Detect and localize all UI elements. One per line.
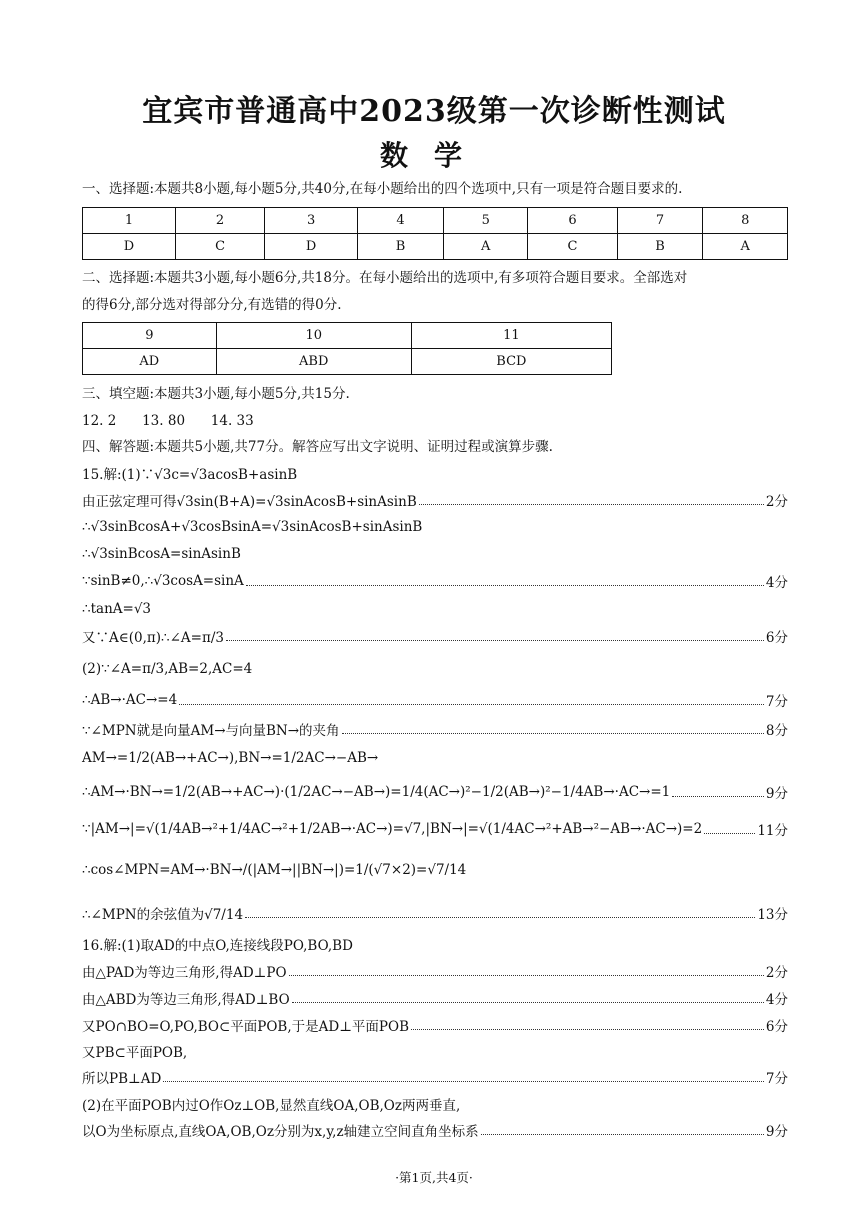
solution-line (82, 779, 788, 805)
score-mark: 9分 (765, 1124, 788, 1140)
solution-text: 由△PAD为等边三角形,得AD⊥PO (82, 965, 287, 981)
solution-line (82, 656, 788, 682)
table-cell: 9 (83, 323, 217, 349)
solution-text: 由正弦定理可得√3sin(B+A)=√3sinAcosB+sinAsinB (82, 494, 417, 510)
solution-text: ∴AM→·BN→=1/2(AB→+AC→)·(1/2AC→−AB→)=1/4(AC→)²−1/2(AB→)²−1/4AB→·AC→=1 (82, 784, 671, 800)
solution-text: ∵|AM→|=√(1/4AB→²+1/4AC→²+1/2AB→·AC→)=√7,|BN→|=√(1/4AC→²+AB→²−AB→·AC→)=2 (82, 821, 703, 837)
score-mark: 2分 (765, 494, 788, 510)
solution-text: ∵∠MPN就是向量AM→与向量BN→的夹角 (82, 723, 340, 739)
solution-text: 又PB⊂平面POB, (82, 1045, 188, 1061)
section-2-heading-cont: 的得6分,部分选对得部分分,有选错的得0分. (82, 297, 342, 313)
dot-leader (163, 1081, 764, 1082)
table-cell: ABD (216, 349, 411, 375)
solution-text: ∴cos∠MPN=AM→·BN→/(|AM→||BN→|)=1/(√7×2)=√7/14 (82, 862, 467, 878)
solution-line (82, 623, 788, 649)
solution-text: ∴∠MPN的余弦值为√7/14 (82, 907, 244, 923)
score-mark: 4分 (765, 575, 788, 591)
answer-table-2 (82, 322, 612, 375)
solution-line (82, 857, 788, 883)
solution-text: 以O为坐标原点,直线OA,OB,Oz分别为x,y,z轴建立空间直角坐标系 (82, 1124, 479, 1140)
solution-line (82, 1091, 788, 1117)
dot-leader (419, 504, 764, 505)
solution-text: (2)∵∠A=π/3,AB=2,AC=4 (82, 661, 253, 677)
solution-line (82, 596, 788, 622)
table-cell: 1 (83, 208, 176, 234)
solution-line (82, 541, 788, 567)
table-cell: 2 (176, 208, 265, 234)
solution-text: ∴√3sinBcosA+√3cosBsinA=√3sinAcosB+sinAsinB (82, 519, 423, 535)
solution-line (82, 487, 788, 513)
solution-line (82, 745, 788, 771)
solution-text: 由△ABD为等边三角形,得AD⊥BO (82, 992, 290, 1008)
solution-text: ∴tanA=√3 (82, 601, 152, 617)
solution-line (82, 958, 788, 984)
score-mark: 4分 (765, 992, 788, 1008)
table-row (83, 234, 788, 260)
table-cell: 10 (216, 323, 411, 349)
score-mark: 7分 (765, 1071, 788, 1087)
table-cell: 6 (528, 208, 617, 234)
table-cell: BCD (411, 349, 611, 375)
page-footer: ·第1页,共4页· (395, 1170, 473, 1185)
dot-leader (292, 1002, 764, 1003)
score-mark: 7分 (765, 694, 788, 710)
score-mark: 13分 (757, 907, 788, 923)
solution-text: 15.解:(1)∵√3c=√3acosB+asinB (82, 467, 298, 483)
dot-leader (289, 975, 764, 976)
solution-text: (2)在平面POB内过O作Oz⊥OB,显然直线OA,OB,Oz两两垂直, (82, 1098, 461, 1114)
solution-line (82, 985, 788, 1011)
section-3-heading: 三、填空题:本题共3小题,每小题5分,共15分. (82, 386, 350, 402)
solution-line (82, 716, 788, 742)
dot-leader (481, 1134, 764, 1135)
table-cell: A (443, 234, 528, 260)
answer-table-1 (82, 207, 788, 260)
fill-in-answers: 12. 2 13. 80 14. 33 (82, 413, 254, 429)
solution-text: 又PO∩BO=O,PO,BO⊂平面POB,于是AD⊥平面POB (82, 1019, 409, 1035)
solution-line (82, 816, 788, 842)
dot-leader (179, 704, 764, 705)
score-mark: 8分 (765, 723, 788, 739)
solution-text: ∴AB→·AC→=4 (82, 692, 178, 708)
solution-line (82, 568, 788, 594)
table-cell: D (83, 234, 176, 260)
table-row (83, 349, 612, 375)
section-4-heading: 四、解答题:本题共5小题,共77分。解答应写出文字说明、证明过程或演算步骤. (82, 439, 553, 455)
solution-line (82, 460, 788, 486)
table-row (83, 208, 788, 234)
solution-text: AM→=1/2(AB→+AC→),BN→=1/2AC→−AB→ (82, 750, 379, 766)
table-cell: 3 (265, 208, 358, 234)
dot-leader (342, 733, 764, 734)
solution-line (82, 931, 788, 957)
score-mark: 9分 (765, 786, 788, 802)
table-cell: 11 (411, 323, 611, 349)
table-cell: 4 (358, 208, 444, 234)
score-mark: 11分 (757, 823, 788, 839)
table-cell: C (528, 234, 617, 260)
table-cell: B (358, 234, 444, 260)
dot-leader (245, 917, 755, 918)
table-cell: D (265, 234, 358, 260)
dot-leader (704, 833, 755, 834)
table-cell: AD (83, 349, 217, 375)
solution-line (82, 900, 788, 926)
table-cell: 5 (443, 208, 528, 234)
solution-line (82, 1012, 788, 1038)
table-cell: 8 (703, 208, 788, 234)
dot-leader (226, 640, 764, 641)
table-row (83, 323, 612, 349)
solution-text: ∵sinB≠0,∴√3cosA=sinA (82, 573, 244, 589)
subject-title: 数学 (379, 139, 488, 172)
solution-line (82, 1117, 788, 1143)
solution-line (82, 687, 788, 713)
score-mark: 2分 (765, 965, 788, 981)
table-cell: 7 (617, 208, 703, 234)
solution-line (82, 514, 788, 540)
score-mark: 6分 (765, 630, 788, 646)
dot-leader (246, 585, 764, 586)
dot-leader (672, 796, 764, 797)
table-cell: A (703, 234, 788, 260)
solution-text: 16.解:(1)取AD的中点O,连接线段PO,BO,BD (82, 938, 353, 954)
solution-text: 所以PB⊥AD (82, 1071, 162, 1087)
solution-text: ∴√3sinBcosA=sinAsinB (82, 546, 241, 562)
section-1-heading: 一、选择题:本题共8小题,每小题5分,共40分,在每小题给出的四个选项中,只有一项是符合题目要求的. (82, 181, 683, 197)
score-mark: 6分 (765, 1019, 788, 1035)
solution-text: 又∵A∈(0,π)∴∠A=π/3 (82, 630, 225, 646)
table-cell: C (176, 234, 265, 260)
solution-line (82, 1038, 788, 1064)
section-2-heading: 二、选择题:本题共3小题,每小题6分,共18分。在每小题给出的选项中,有多项符合题目要求。全部选对 (82, 270, 688, 286)
table-cell: B (617, 234, 703, 260)
page-title: 宜宾市普通高中2023级第一次诊断性测试 (142, 94, 726, 129)
solution-line (82, 1064, 788, 1090)
dot-leader (411, 1029, 764, 1030)
